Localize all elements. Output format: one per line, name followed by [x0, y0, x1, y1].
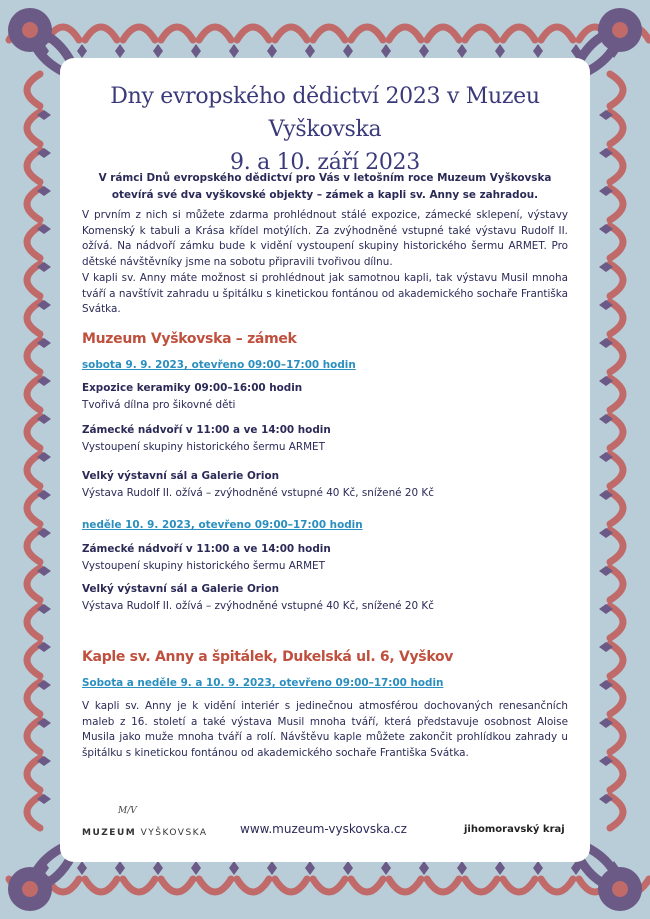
event-desc: Výstava Rudolf II. ožívá – zvýhodněné vstupné 40 Kč, snížené 20 Kč — [82, 600, 434, 612]
scallop-right — [610, 112, 623, 144]
scallop-left — [27, 150, 40, 182]
scallop-top — [199, 27, 231, 40]
diamond-bottom — [229, 861, 239, 875]
website-link[interactable]: www.muzeum-vyskovska.cz — [240, 822, 407, 836]
diamond-top — [457, 44, 467, 58]
diamond-top — [153, 44, 163, 58]
corner-center — [22, 22, 38, 38]
scallop-top — [503, 27, 535, 40]
event-item — [82, 380, 568, 414]
date-weekend-link[interactable]: Sobota a neděle 9. a 10. 9. 2023, otevřeno 09:00–17:00 hodin — [82, 677, 444, 689]
diamond-top — [229, 44, 239, 58]
scallop-bottom — [85, 879, 117, 892]
diamond-bottom — [343, 861, 353, 875]
scallop-right — [610, 682, 623, 714]
scallop-left — [27, 492, 40, 524]
scallop-left — [27, 74, 40, 106]
scallop-left — [27, 188, 40, 220]
scallop-left — [27, 302, 40, 334]
diamond-top — [419, 44, 429, 58]
diamond-bottom — [305, 861, 315, 875]
scallop-right — [610, 150, 623, 182]
event-item — [82, 422, 568, 456]
scallop-left — [27, 454, 40, 486]
scallop-left — [27, 606, 40, 638]
diamond-bottom — [267, 861, 277, 875]
scallop-top — [389, 27, 421, 40]
event-head: Velký výstavní sál a Galerie Orion — [82, 470, 280, 482]
event-desc: Vystoupení skupiny historického šermu ARMET — [82, 441, 325, 453]
scallop-left — [27, 568, 40, 600]
diamond-bottom — [419, 861, 429, 875]
scallop-bottom — [313, 879, 345, 892]
scallop-bottom — [427, 879, 459, 892]
event-head: Velký výstavní sál a Galerie Orion — [82, 583, 280, 595]
scallop-top — [237, 27, 269, 40]
scallop-top — [541, 27, 573, 40]
diamond-bottom — [533, 861, 543, 875]
scallop-top — [161, 27, 193, 40]
event-head: Expozice keramiky 09:00–16:00 hodin — [82, 382, 303, 394]
scallop-left — [27, 530, 40, 562]
diamond-bottom — [381, 861, 391, 875]
scallop-left — [27, 644, 40, 676]
content-card — [60, 58, 590, 862]
diamond-top — [343, 44, 353, 58]
corner-center — [612, 22, 628, 38]
diamond-top — [77, 44, 87, 58]
scallop-bottom — [389, 879, 421, 892]
page-title — [60, 80, 590, 179]
diamond-top — [495, 44, 505, 58]
scallop-bottom — [161, 879, 193, 892]
intro-text: V rámci Dnů evropského dědictví pro Vás v letošním roce Muzeum Vyškovska otevírá své dva vyškovské objekty – zámek a kapli sv. Anny se zahradou. — [98, 172, 552, 201]
diamond-bottom — [153, 861, 163, 875]
footer — [60, 798, 590, 848]
scallop-bottom — [123, 879, 155, 892]
scallop-bottom — [237, 879, 269, 892]
scallop-right — [610, 644, 623, 676]
scallop-right — [610, 264, 623, 296]
event-item — [82, 541, 568, 575]
museum-logo-mark: M/V — [118, 806, 137, 816]
event-desc: Vystoupení skupiny historického šermu ARMET — [82, 560, 325, 572]
scallop-right — [610, 302, 623, 334]
event-item — [82, 581, 568, 615]
event-desc: Výstava Rudolf II. ožívá – zvýhodněné vstupné 40 Kč, snížené 20 Kč — [82, 487, 434, 499]
diamond-bottom — [115, 861, 125, 875]
scallop-left — [27, 682, 40, 714]
scallop-left — [27, 758, 40, 790]
date-sunday-link[interactable]: neděle 10. 9. 2023, otevřeno 09:00–17:00 hodin — [82, 519, 363, 531]
paragraph-kaple: V kapli sv. Anny máte možnost si prohlédnout jak samotnou kapli, tak výstavu Musil mnoha tváří a navštívit zahradu u špitálku s kinetickou fontánou od akademického sochaře Františka Svátka. — [82, 272, 568, 316]
diamond-bottom — [77, 861, 87, 875]
diamond-bottom — [457, 861, 467, 875]
scallop-right — [610, 720, 623, 752]
corner-center — [22, 881, 38, 897]
logo-word-1: MUZEUM — [82, 828, 137, 838]
paragraph-kaple-detail: V kapli sv. Anny je k vidění interiér s jedinečnou atmosférou dochovaných renesančních maleb z 16. století a také výstava Musil mnoha tváří, která představuje osobnost Aloise Musila jako muže mnoha tváří a rolí. Návštěvu kaple můžete zakončit prohlídkou zahrady u špitálku s kinetickou fontánou od akademického sochaře Františka Svátka. — [82, 700, 568, 760]
scallop-right — [610, 378, 623, 410]
scallop-right — [610, 74, 623, 106]
scallop-top — [123, 27, 155, 40]
scallop-right — [610, 606, 623, 638]
scallop-top — [313, 27, 345, 40]
section-heading-kaple: Kaple sv. Anny a špitálek, Dukelská ul. 6, Vyškov — [82, 649, 454, 665]
scallop-top — [351, 27, 383, 40]
scallop-left — [27, 378, 40, 410]
diamond-top — [305, 44, 315, 58]
diamond-top — [267, 44, 277, 58]
event-head: Zámecké nádvoří v 11:00 a ve 14:00 hodin — [82, 543, 331, 555]
scallop-right — [610, 416, 623, 448]
scallop-left — [27, 226, 40, 258]
museum-logo-text — [82, 828, 208, 838]
scallop-right — [610, 568, 623, 600]
scallop-right — [610, 188, 623, 220]
corner-center — [612, 881, 628, 897]
scallop-left — [27, 720, 40, 752]
logo-word-2: VYŠKOVSKA — [140, 828, 208, 838]
scallop-bottom — [199, 879, 231, 892]
scallop-right — [610, 492, 623, 524]
diamond-top — [381, 44, 391, 58]
scallop-top — [275, 27, 307, 40]
region-logo: jihomoravský kraj — [464, 824, 565, 835]
paragraph-zamek: V prvním z nich si můžete zdarma prohlédnout stálé expozice, zámecké sklepení, výstavy Komenský k tabuli a Krása křídel motýlích. Za zvýhodněné vstupné také výstavu Rudolf II. ožívá. Na nádvoří zámku bude k vidění vystoupení skupiny historického šermu ARMET. Pro dětské návštěvníky jsme na sobotu připravili tvořivou dílnu. — [82, 209, 568, 269]
scallop-left — [27, 112, 40, 144]
scallop-left — [27, 796, 40, 828]
diamond-top — [191, 44, 201, 58]
scallop-bottom — [503, 879, 535, 892]
scallop-bottom — [541, 879, 573, 892]
scallop-top — [427, 27, 459, 40]
title-line-2: 9. a 10. září 2023 — [230, 150, 420, 175]
scallop-left — [27, 416, 40, 448]
scallop-top — [465, 27, 497, 40]
scallop-right — [610, 758, 623, 790]
scallop-right — [610, 340, 623, 372]
scallop-right — [610, 226, 623, 258]
scallop-right — [610, 796, 623, 828]
section-heading-zamek: Muzeum Vyškovska – zámek — [82, 331, 297, 347]
event-item — [82, 468, 568, 502]
diamond-top — [115, 44, 125, 58]
event-desc: Tvořivá dílna pro šikovné děti — [82, 399, 236, 411]
date-saturday-link[interactable]: sobota 9. 9. 2023, otevřeno 09:00–17:00 hodin — [82, 359, 356, 371]
scallop-left — [27, 340, 40, 372]
scallop-bottom — [465, 879, 497, 892]
scallop-bottom — [351, 879, 383, 892]
diamond-bottom — [495, 861, 505, 875]
scallop-bottom — [275, 879, 307, 892]
scallop-right — [610, 454, 623, 486]
diamond-bottom — [191, 861, 201, 875]
scallop-left — [27, 264, 40, 296]
scallop-right — [610, 530, 623, 562]
title-line-1: Dny evropského dědictví 2023 v Muzeu Vyškovska — [110, 84, 540, 142]
diamond-top — [533, 44, 543, 58]
event-head: Zámecké nádvoří v 11:00 a ve 14:00 hodin — [82, 424, 331, 436]
scallop-top — [85, 27, 117, 40]
